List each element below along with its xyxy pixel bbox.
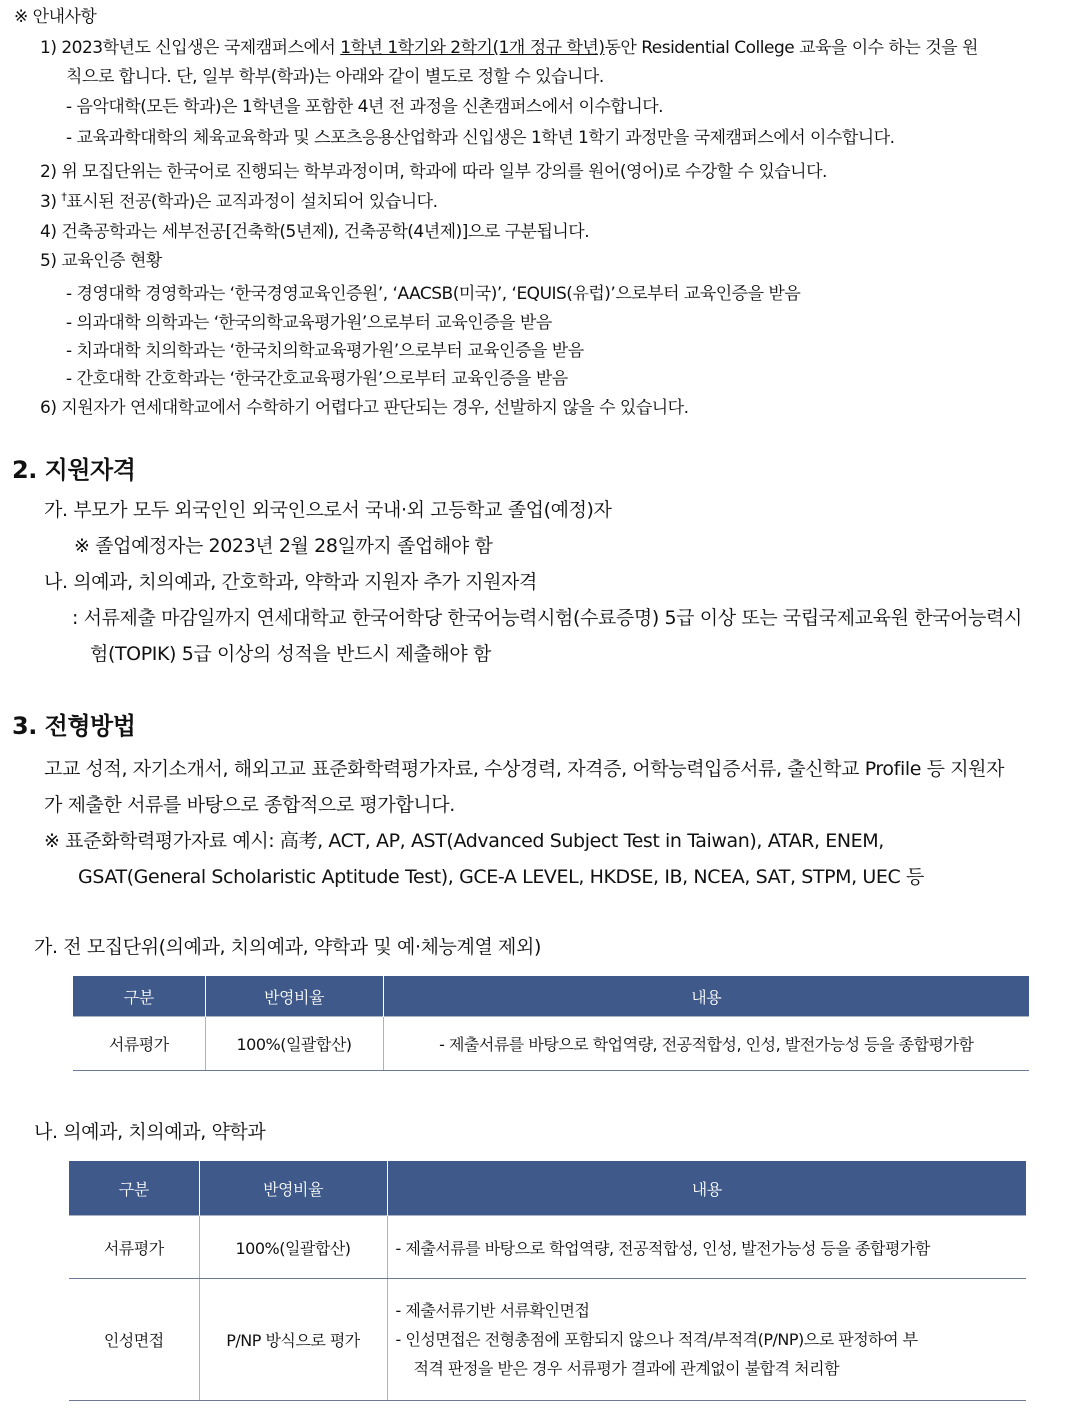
- notice-item-1-sub-1: - 음악대학(모든 학과)은 1학년을 포함한 4년 전 과정을 신촌캠퍼스에서 이수합니다.: [66, 97, 664, 117]
- table-b-content-2-line-1: - 제출서류기반 서류확인면접: [395, 1301, 590, 1320]
- eligibility-na-line-2: 험(TOPIK) 5급 이상의 성적을 반드시 제출해야 함: [90, 643, 491, 665]
- notice-title: ※ 안내사항: [14, 7, 97, 27]
- table-b-cell-content-2: [387, 1279, 1026, 1401]
- table-a-header-category: 구분: [73, 976, 205, 1017]
- dagger-mark: †: [61, 190, 67, 204]
- notice-item-3-number: 3): [40, 192, 62, 212]
- eligibility-na-line-1: : 서류제출 마감일까지 연세대학교 한국어학당 한국어능력시험(수료증명) 5급 이상 또는 국립국제교육원 한국어능력시: [72, 607, 1022, 629]
- table-b-content-2-line-3: 적격 판정을 받은 경우 서류평가 결과에 관계없이 불합격 처리함: [413, 1359, 840, 1378]
- notice-item-1-line-2: 칙으로 합니다. 단, 일부 학부(학과)는 아래와 같이 별도로 정할 수 있습니다.: [66, 67, 604, 87]
- table-b-header-category: 구분: [69, 1161, 199, 1216]
- notice-item-4: 4) 건축공학과는 세부전공[건축학(5년제), 건축공학(4년제)]으로 구분됩니다.: [40, 222, 590, 242]
- notice-item-3: [40, 191, 438, 213]
- table-row: [69, 1279, 1026, 1401]
- table-b: [69, 1161, 1026, 1401]
- notice-item-5-sub-3: - 치과대학 치의학과는 ‘한국치의학교육평가원’으로부터 교육인증을 받음: [66, 341, 584, 361]
- table-b-cell-category-1: 서류평가: [69, 1216, 199, 1279]
- table-a-cell-category: 서류평가: [73, 1017, 205, 1071]
- table-row: [73, 1017, 1029, 1071]
- table-a-cell-content: - 제출서류를 바탕으로 학업역량, 전공적합성, 인성, 발전가능성 등을 종합평가함: [383, 1017, 1029, 1071]
- notice-item-5-sub-1: - 경영대학 경영학과는 ‘한국경영교육인증원’, ‘AACSB(미국)’, ‘EQUIS(유럽)’으로부터 교육인증을 받음: [66, 284, 801, 304]
- eligibility-na: 나. 의예과, 치의예과, 간호학과, 약학과 지원자 추가 지원자격: [44, 571, 537, 593]
- notice-item-1-text-a: 1) 2023학년도 신입생은 국제캠퍼스에서: [40, 38, 341, 58]
- notice-item-1-text-b: 동안 Residential College 교육을 이수 하는 것을 원: [604, 38, 978, 58]
- eligibility-ga-note: ※ 졸업예정자는 2023년 2월 28일까지 졸업해야 함: [74, 535, 493, 557]
- notice-item-2: 2) 위 모집단위는 한국어로 진행되는 학부과정이며, 학과에 따라 일부 강의를 원어(영어)로 수강할 수 있습니다.: [40, 162, 827, 182]
- method-note-line-1: ※ 표준화학력평가자료 예시: 高考, ACT, AP, AST(Advanced Subject Test in Taiwan), ATAR, ENEM,: [44, 830, 884, 852]
- table-a-header-row: [73, 976, 1029, 1017]
- table-b-header-content: 내용: [387, 1161, 1026, 1216]
- method-desc-line-2: 가 제출한 서류를 바탕으로 종합적으로 평가합니다.: [44, 794, 455, 816]
- table-a: [73, 976, 1029, 1071]
- table-a-header-ratio: 반영비율: [205, 976, 383, 1017]
- notice-item-5-sub-4: - 간호대학 간호학과는 ‘한국간호교육평가원’으로부터 교육인증을 받음: [66, 369, 568, 389]
- table-b-header-row: [69, 1161, 1026, 1216]
- notice-item-6: 6) 지원자가 연세대학교에서 수학하기 어렵다고 판단되는 경우, 선발하지 않을 수 있습니다.: [40, 398, 689, 418]
- notice-item-1-underlined: 1학년 1학기와 2학기(1개 정규 학년): [340, 38, 605, 58]
- section-2-heading: 2. 지원자격: [12, 456, 136, 484]
- table-a-header-content: 내용: [383, 976, 1029, 1017]
- table-row: [69, 1216, 1026, 1279]
- table-b-cell-ratio-1: 100%(일괄합산): [199, 1216, 387, 1279]
- table-a-cell-ratio: 100%(일괄합산): [205, 1017, 383, 1071]
- table-b-cell-category-2: 인성면접: [69, 1279, 199, 1401]
- notice-item-3-text: 표시된 전공(학과)은 교직과정이 설치되어 있습니다.: [66, 192, 438, 212]
- notice-item-1-line-1: [40, 37, 978, 59]
- table-b-cell-content-1: - 제출서류를 바탕으로 학업역량, 전공적합성, 인성, 발전가능성 등을 종합평가함: [387, 1216, 1026, 1279]
- eligibility-ga: 가. 부모가 모두 외국인인 외국인으로서 국내·외 고등학교 졸업(예정)자: [44, 499, 612, 521]
- table-b-content-2-line-2: - 인성면접은 전형총점에 포함되지 않으나 적격/부적격(P/NP)으로 판정하여 부: [395, 1330, 918, 1349]
- table-b-cell-ratio-2: P/NP 방식으로 평가: [199, 1279, 387, 1401]
- notice-item-1-sub-2: - 교육과학대학의 체육교육학과 및 스포츠응용산업학과 신입생은 1학년 1학기 과정만을 국제캠퍼스에서 이수합니다.: [66, 128, 895, 148]
- method-desc-line-1: 고교 성적, 자기소개서, 해외고교 표준화학력평가자료, 수상경력, 자격증, 어학능력입증서류, 출신학교 Profile 등 지원자: [44, 758, 1005, 780]
- table-b-header-ratio: 반영비율: [199, 1161, 387, 1216]
- table-a-title: 가. 전 모집단위(의예과, 치의예과, 약학과 및 예·체능계열 제외): [34, 936, 541, 958]
- notice-item-5-sub-2: - 의과대학 의학과는 ‘한국의학교육평가원’으로부터 교육인증을 받음: [66, 313, 552, 333]
- method-note-line-2: GSAT(General Scholaristic Aptitude Test), GCE-A LEVEL, HKDSE, IB, NCEA, SAT, STPM, UEC 등: [78, 866, 924, 888]
- notice-item-5: 5) 교육인증 현황: [40, 251, 162, 271]
- table-b-title: 나. 의예과, 치의예과, 약학과: [34, 1121, 266, 1143]
- section-3-heading: 3. 전형방법: [12, 712, 136, 740]
